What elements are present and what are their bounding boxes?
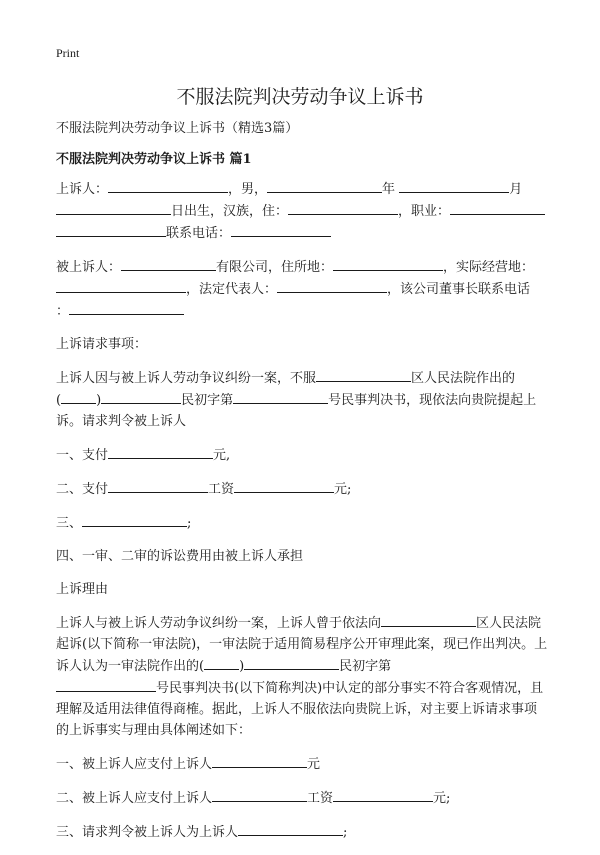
reason-item-2-prefix: 二、被上诉人应支付上诉人: [56, 791, 213, 806]
reasons-year-blank: [204, 655, 239, 670]
actual-business-text: ，实际经营地：: [443, 260, 535, 275]
appellant-name-blank: [108, 178, 228, 193]
request-item-2-blank-b: [234, 478, 334, 493]
reason-item-3-suffix: ;: [343, 825, 348, 840]
reasons-court-blank: [381, 612, 476, 627]
reasons-case-number-blank: [56, 677, 156, 692]
request-item-3-blank: [82, 512, 187, 527]
requests-heading: 上诉请求事项：: [56, 337, 148, 352]
phone-prefix-blank: [56, 222, 166, 237]
company-address-blank: [333, 256, 443, 271]
reason-item-2-blank-b: [333, 787, 433, 802]
appellant-gender-text: ，男，: [228, 182, 268, 197]
reason-item-2-suffix: 元;: [433, 791, 451, 806]
request-item-1-prefix: 一、支付: [56, 448, 109, 463]
reasons-text-a: 上诉人与被上诉人劳动争议纠纷一案，上诉人曾于依法向: [56, 616, 382, 631]
requests-intro-text-2: 区人民法院作出的: [411, 371, 516, 386]
reason-item-1-suffix: 元: [307, 757, 321, 772]
reasons-text-e: 号民事判决书(以下简称判决)中认定的部分事实不符合客观情况，且理解及适用法律值得商榷。据此，上诉人不服依法向贵院上诉，对主要上诉请求事项的上诉事实与理由具体阐述如下：: [56, 681, 544, 738]
appellee-paragraph: [56, 256, 548, 322]
actual-business-blank: [56, 278, 186, 293]
reason-item-2-blank-a: [212, 787, 307, 802]
request-item-3-suffix: ;: [187, 516, 192, 531]
request-item-2-prefix: 二、支付: [56, 482, 109, 497]
document-title: 不服法院判决劳动争议上诉书: [176, 86, 424, 108]
reason-item-2: [56, 787, 548, 809]
reason-item-3: [56, 821, 548, 843]
request-item-2-suffix: 元;: [334, 482, 352, 497]
request-item-1: [56, 444, 548, 466]
birth-day-blank: [56, 200, 171, 215]
reason-item-3-prefix: 三、请求判令被上诉人为上诉人: [56, 825, 239, 840]
case-word-text: 民初字第: [181, 393, 234, 408]
year-text: 年: [382, 182, 396, 197]
reason-item-2-mid: 工资: [307, 791, 334, 806]
print-label: Print: [56, 46, 80, 60]
paren-close: ): [96, 393, 102, 408]
request-item-3-prefix: 三、: [56, 516, 83, 531]
appellant-label: 上诉人：: [56, 182, 109, 197]
document-subtitle: 不服法院判决劳动争议上诉书（精选3篇）: [56, 121, 299, 136]
request-item-2-mid: 工资: [208, 482, 235, 497]
reasons-text-d: 民初字第: [339, 659, 392, 674]
reasons-case-prefix-blank: [244, 655, 339, 670]
reason-item-1-prefix: 一、被上诉人应支付上诉人: [56, 757, 213, 772]
month-text: 月: [509, 182, 523, 197]
case-prefix-blank: [101, 389, 181, 404]
requests-intro-text-1: 上诉人因与被上诉人劳动争议纠纷一案，不服: [56, 371, 317, 386]
legal-rep-text: ，法定代表人：: [186, 282, 278, 297]
reason-item-1-blank: [212, 753, 307, 768]
case-year-blank: [61, 389, 96, 404]
appellant-paragraph: [56, 178, 548, 244]
request-item-1-blank: [108, 444, 213, 459]
reason-item-3-blank: [238, 821, 343, 836]
phone-blank: [231, 222, 331, 237]
reason-item-1: [56, 753, 548, 775]
occupation-text: ，职业：: [398, 204, 451, 219]
request-item-3: [56, 512, 548, 534]
chairman-phone-colon: ：: [56, 304, 70, 319]
reasons-paragraph: [56, 612, 548, 741]
legal-rep-blank: [277, 278, 387, 293]
address-blank: [288, 200, 398, 215]
requests-intro-paragraph: [56, 367, 548, 432]
section-heading: 不服法院判决劳动争议上诉书 篇1: [56, 152, 252, 167]
reasons-text-c: ): [239, 659, 245, 674]
case-number-blank: [233, 389, 328, 404]
request-item-1-suffix: 元,: [213, 448, 231, 463]
chairman-phone-blank: [69, 300, 184, 315]
birth-year-blank: [267, 178, 382, 193]
appellee-label: 被上诉人：: [56, 260, 122, 275]
birth-ethnicity-address-text: 日出生，汉族，住：: [171, 204, 289, 219]
phone-label: 联系电话：: [166, 226, 232, 241]
court-district-blank: [316, 367, 411, 382]
judgment-text: 号民事判决书，现依法向贵院提起上诉。请求判令被上诉人: [56, 393, 537, 429]
occupation-blank: [450, 200, 545, 215]
reasons-heading: 上诉理由: [56, 582, 109, 597]
company-address-text: 有限公司，住所地：: [216, 260, 334, 275]
birth-month-blank: [399, 178, 509, 193]
paren-open: (: [56, 393, 62, 408]
reasons-text-b: 区人民法院起诉(以下简称一审法院)，一审法院于适用简易程序公开审理此案，现已作出判决。上诉人认为一审法院作出的(: [56, 616, 548, 674]
company-blank: [121, 256, 216, 271]
request-item-2-blank-a: [108, 478, 208, 493]
document-body: [56, 118, 548, 855]
chairman-phone-text: ，该公司董事长联系电话: [387, 282, 531, 297]
request-item-2: [56, 478, 548, 500]
request-item-4: 四、一审、二审的诉讼费用由被上诉人承担: [56, 549, 304, 564]
